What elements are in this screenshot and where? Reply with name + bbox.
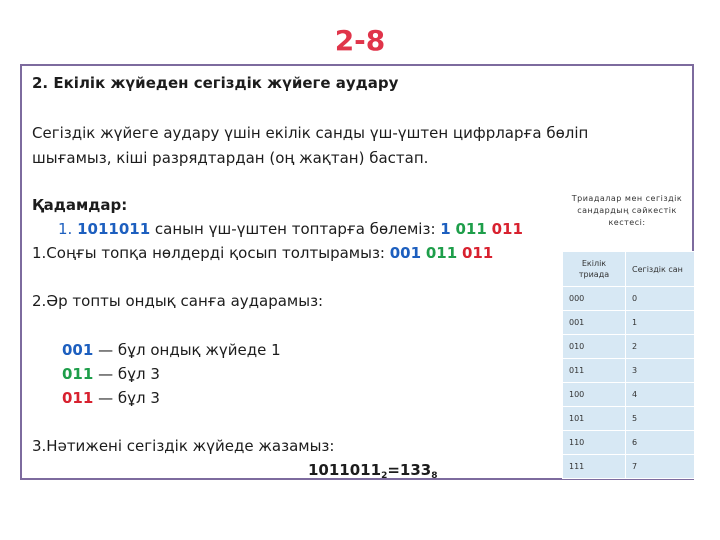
conversion-dash: — <box>93 341 118 359</box>
step-1b-text: 1.Соңғы топқа нөлдерді қосып толтырамыз: <box>32 244 390 262</box>
octal-cell: 3 <box>626 359 695 383</box>
table-header-row <box>563 252 695 287</box>
conversion-row <box>62 365 160 383</box>
result-binary: 1011011 <box>308 461 382 479</box>
table-row <box>563 383 695 407</box>
result-octal-base: 8 <box>431 471 438 481</box>
step-3: 3.Нәтижені сегіздік жүйеде жазамыз: <box>32 437 335 455</box>
table-row <box>563 431 695 455</box>
table-row <box>563 311 695 335</box>
step-1-number-label: 1. <box>58 220 73 238</box>
intro-line-2: шығамыз, кіші разрядтардан (оң жақтан) бастап. <box>32 149 429 167</box>
table-row <box>563 455 695 479</box>
triad-cell: 001 <box>563 311 626 335</box>
step-2: 2.Әр топты ондық санға аударамыз: <box>32 292 324 310</box>
header-binary-triad: Екілік триада <box>563 252 626 287</box>
result-octal: 133 <box>399 461 432 479</box>
step-1b-group-3: 011 <box>461 244 494 262</box>
octal-cell: 5 <box>626 407 695 431</box>
step-1-binary: 1011011 <box>77 220 151 238</box>
step-1b <box>32 244 493 262</box>
heading-prefix: 2. <box>32 74 49 92</box>
table-caption: Триадалар мен сегіздік сандардың сәйкестік кестесі: <box>571 194 683 227</box>
result-equals: = <box>387 461 400 479</box>
conversion-group: 011 <box>62 365 94 383</box>
step-1-group-1: 1 <box>440 220 451 238</box>
triad-cell: 111 <box>563 455 626 479</box>
slide-number: 2-8 <box>334 24 386 57</box>
header-octal-digit: Сегіздік сан <box>626 252 695 287</box>
result-binary-base: 2 <box>381 471 388 481</box>
step-1 <box>58 220 523 238</box>
octal-cell: 7 <box>626 455 695 479</box>
conversion-group: 011 <box>62 389 94 407</box>
table-row <box>563 335 695 359</box>
steps-heading: Қадамдар: <box>32 196 128 214</box>
result-expression <box>308 461 437 481</box>
conversion-row <box>62 389 160 407</box>
table-row <box>563 359 695 383</box>
section-heading <box>32 74 398 92</box>
triad-cell: 100 <box>563 383 626 407</box>
octal-cell: 2 <box>626 335 695 359</box>
triad-cell: 000 <box>563 287 626 311</box>
triad-cell: 011 <box>563 359 626 383</box>
octal-cell: 4 <box>626 383 695 407</box>
triad-cell: 110 <box>563 431 626 455</box>
triad-table <box>562 251 695 479</box>
triad-cell: 010 <box>563 335 626 359</box>
octal-cell: 6 <box>626 431 695 455</box>
step-1-group-3: 011 <box>491 220 523 238</box>
step-1b-group-1: 001 <box>389 244 422 262</box>
conversion-row <box>62 341 281 359</box>
table-row <box>563 407 695 431</box>
conversion-dash: — <box>93 365 118 383</box>
table-row <box>563 287 695 311</box>
octal-cell: 0 <box>626 287 695 311</box>
intro-line-1: Сегіздік жүйеге аудару үшін екілік санды үш-үштен цифрларға бөліп <box>32 124 589 142</box>
step-1-text: санын үш-үштен топтарға бөлеміз: <box>150 220 441 238</box>
conversion-group: 001 <box>62 341 94 359</box>
step-1b-group-2: 011 <box>425 244 458 262</box>
triad-cell: 101 <box>563 407 626 431</box>
conversion-text: бұл ондық жүйеде 1 <box>117 341 281 359</box>
heading-text: Екілік жүйеден сегіздік жүйеге аудару <box>53 74 399 92</box>
octal-cell: 1 <box>626 311 695 335</box>
conversion-text: бұл 3 <box>117 365 160 383</box>
step-1-group-2: 011 <box>455 220 487 238</box>
conversion-dash: — <box>93 389 118 407</box>
conversion-text: бұл 3 <box>117 389 160 407</box>
